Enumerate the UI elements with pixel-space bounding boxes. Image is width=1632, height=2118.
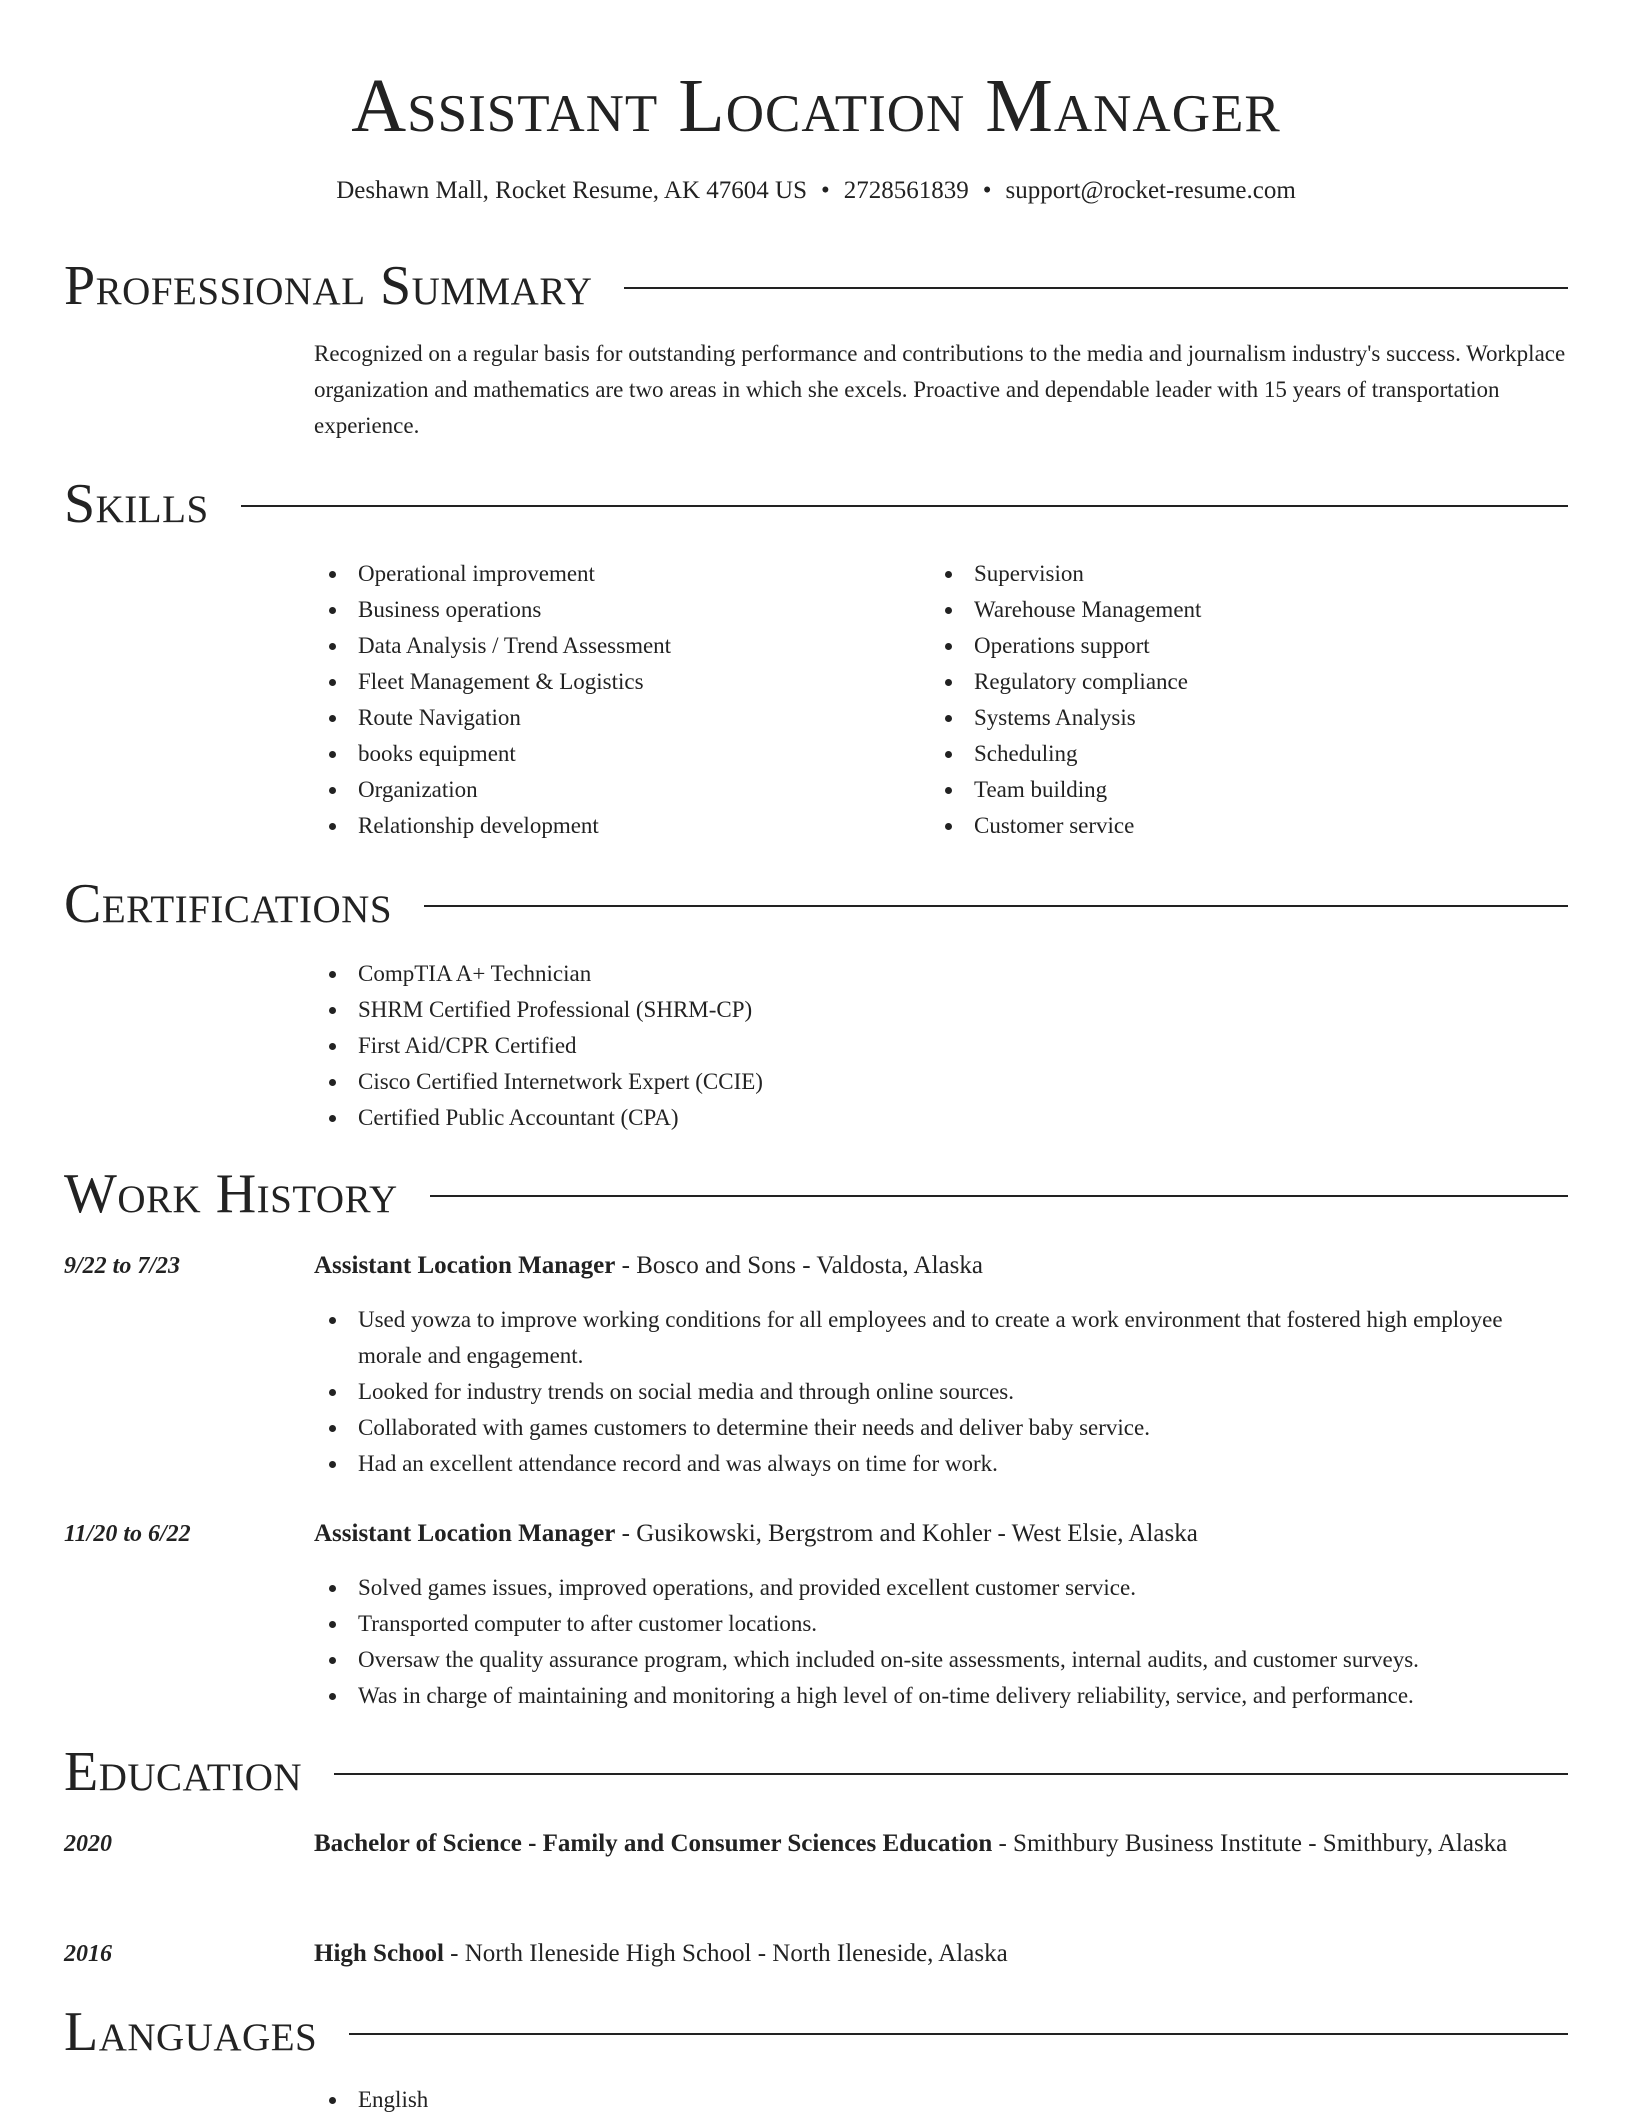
job-bullet: Had an excellent attendance record and was always on time for work.: [314, 1446, 1570, 1482]
job-title: Assistant Location Manager: [314, 1520, 616, 1547]
job-bullet: Oversaw the quality assurance program, which included on-site assessments, internal audits, and customer surveys.: [314, 1642, 1570, 1678]
job-company-location: - Bosco and Sons - Valdosta, Alaska: [615, 1252, 983, 1279]
certification-item: SHRM Certified Professional (SHRM-CP): [314, 992, 1570, 1028]
job-title: Assistant Location Manager: [314, 1252, 616, 1279]
skill-item: Warehouse Management: [930, 592, 1550, 628]
skills-list-left: [314, 556, 914, 844]
languages-heading: Languages: [64, 2001, 318, 2063]
skill-item: Relationship development: [314, 808, 914, 844]
skills-section-header: [64, 472, 1568, 536]
job-bullet: Was in charge of maintaining and monitoring a high level of on-time delivery reliability, service, and performance.: [314, 1678, 1570, 1714]
languages-list: [314, 2082, 1570, 2118]
contact-phone: 2728561839: [843, 177, 969, 204]
skill-item: Operations support: [930, 628, 1550, 664]
skill-item: Business operations: [314, 592, 914, 628]
education-entry: [314, 1934, 1570, 1974]
languages-section-header: [64, 2000, 1568, 2064]
summary-heading: Professional Summary: [64, 255, 593, 317]
education-entry: [314, 1824, 1570, 1864]
section-divider: [624, 287, 1568, 289]
contact-separator: •: [982, 177, 992, 204]
skill-item: Data Analysis / Trend Assessment: [314, 628, 914, 664]
job-bullet: Solved games issues, improved operations, and provided excellent customer service.: [314, 1570, 1570, 1606]
education-school-location: - North Ileneside High School - North Ileneside, Alaska: [443, 1940, 1008, 1967]
contact-address: Deshawn Mall, Rocket Resume, AK 47604 US: [336, 177, 807, 204]
job-bullet: Looked for industry trends on social media and through online sources.: [314, 1374, 1570, 1410]
certification-item: First Aid/CPR Certified: [314, 1028, 1570, 1064]
language-item: English: [314, 2082, 1570, 2118]
job-dates: 9/22 to 7/23: [64, 1253, 181, 1279]
skill-item: Fleet Management & Logistics: [314, 664, 914, 700]
work-section-header: [64, 1162, 1568, 1226]
contact-line: [0, 174, 1632, 208]
job-bullets: [314, 1302, 1570, 1482]
certification-item: Certified Public Accountant (CPA): [314, 1100, 1570, 1136]
education-year: 2016: [64, 1941, 112, 1967]
skills-heading: Skills: [64, 473, 209, 535]
skill-item: Route Navigation: [314, 700, 914, 736]
skill-item: Customer service: [930, 808, 1550, 844]
skill-item: books equipment: [314, 736, 914, 772]
education-degree: Bachelor of Science - Family and Consumer Sciences Education: [314, 1830, 993, 1857]
certification-item: CompTIA A+ Technician: [314, 956, 1570, 992]
job-bullets: [314, 1570, 1570, 1714]
job-heading: [314, 1514, 1570, 1554]
education-school-location: - Smithbury Business Institute - Smithbury, Alaska: [992, 1830, 1508, 1857]
certifications-list: [314, 956, 1570, 1136]
section-divider: [349, 2033, 1568, 2035]
education-heading: Education: [64, 1741, 303, 1803]
certifications-section-header: [64, 872, 1568, 936]
section-divider: [334, 1773, 1568, 1775]
education-section-header: [64, 1740, 1568, 1804]
resume-name: Assistant Location Manager: [351, 64, 1281, 148]
skill-item: Supervision: [930, 556, 1550, 592]
skill-item: Regulatory compliance: [930, 664, 1550, 700]
skill-item: Team building: [930, 772, 1550, 808]
skill-item: Systems Analysis: [930, 700, 1550, 736]
skill-item: Organization: [314, 772, 914, 808]
job-bullet: Collaborated with games customers to determine their needs and deliver baby service.: [314, 1410, 1570, 1446]
certification-item: Cisco Certified Internetwork Expert (CCIE): [314, 1064, 1570, 1100]
section-divider: [241, 505, 1568, 507]
work-heading: Work History: [64, 1163, 398, 1225]
job-dates: 11/20 to 6/22: [64, 1521, 191, 1547]
skills-list-right: [930, 556, 1550, 844]
skill-item: Scheduling: [930, 736, 1550, 772]
job-bullet: Transported computer to after customer locations.: [314, 1606, 1570, 1642]
contact-separator: •: [820, 177, 830, 204]
section-divider: [424, 905, 1568, 907]
job-company-location: - Gusikowski, Bergstrom and Kohler - West Elsie, Alaska: [615, 1520, 1198, 1547]
summary-section-header: [64, 254, 1568, 318]
job-bullet: Used yowza to improve working conditions for all employees and to create a work environment that fostered high employee morale and engagement.: [314, 1302, 1570, 1374]
skill-item: Operational improvement: [314, 556, 914, 592]
education-year: 2020: [64, 1831, 112, 1857]
summary-text: Recognized on a regular basis for outstanding performance and contributions to the media and journalism industry's success. Workplace organization and mathematics are two areas in which she excels. Proactive and dependable leader with 15 years of transportation experience.: [314, 341, 1566, 438]
contact-email: support@rocket-resume.com: [1005, 177, 1296, 204]
section-divider: [430, 1195, 1568, 1197]
certifications-heading: Certifications: [64, 873, 393, 935]
education-degree: High School: [314, 1940, 444, 1967]
job-heading: [314, 1246, 1570, 1286]
